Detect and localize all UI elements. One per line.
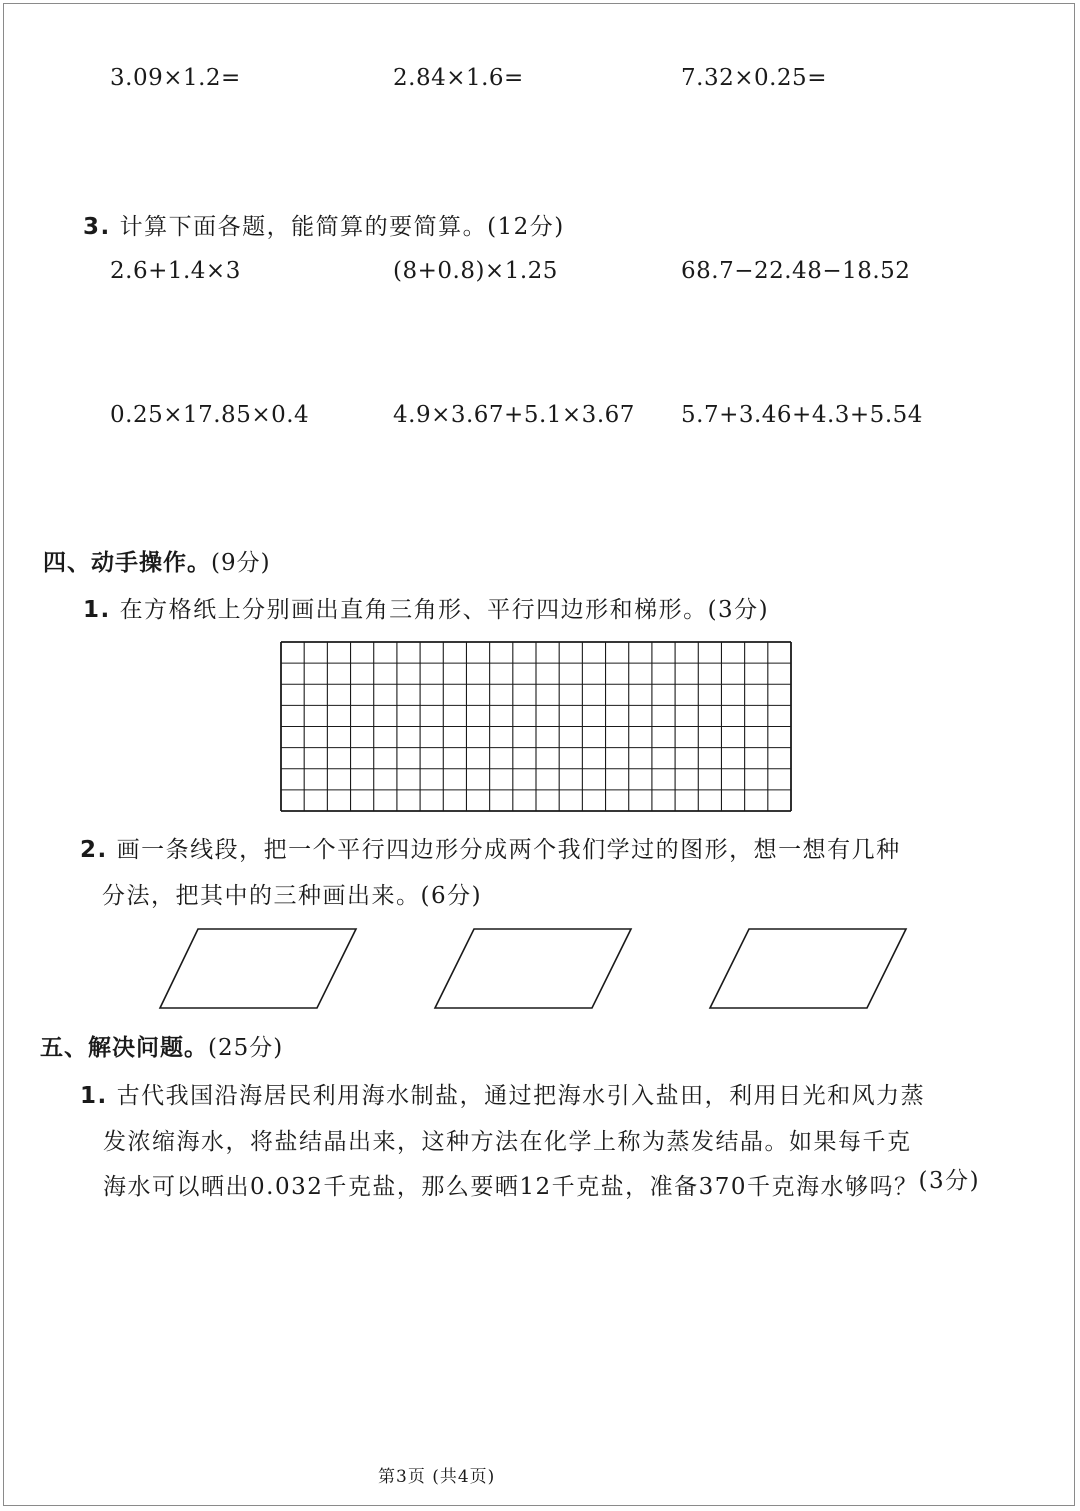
- q3-expr-2: (8+0.8)×1.25: [393, 258, 558, 284]
- section-5-q1-line3: [103, 1168, 980, 1201]
- exercise-3-09x1-2: 3.09×1.2=: [110, 65, 241, 91]
- section-4-q2-number: 2.: [80, 837, 108, 863]
- parallelogram-3[interactable]: [704, 924, 914, 1014]
- section-5-q1-line3-text: 海水可以晒出0.032千克盐，那么要晒12千克盐，准备370千克海水够吗？: [103, 1174, 919, 1200]
- section-4-q2-line2: 分法，把其中的三种画出来。(6分): [102, 883, 483, 909]
- section-4-points: (9分): [211, 550, 271, 576]
- question-3: [83, 208, 565, 241]
- section-5-heading: [40, 1029, 283, 1062]
- section-5-question-1-line1: [80, 1077, 925, 1110]
- section-5-points: (25分): [208, 1035, 284, 1061]
- q3-expr-3: 68.7−22.48−18.52: [681, 258, 911, 284]
- section-4-q1-text: 在方格纸上分别画出直角三角形、平行四边形和梯形。(3分): [119, 597, 770, 623]
- section-4-title: 四、动手操作。: [43, 550, 211, 576]
- section-5-q1-points: (3分): [918, 1168, 981, 1194]
- exercise-2-84x1-6: 2.84×1.6=: [393, 65, 524, 91]
- question-3-number: 3.: [83, 214, 111, 240]
- grid-paper[interactable]: [280, 641, 792, 813]
- section-5-q1-line1: 古代我国沿海居民利用海水制盐，通过把海水引入盐田，利用日光和风力蒸: [116, 1083, 926, 1109]
- exercise-7-32x0-25: 7.32×0.25=: [681, 65, 827, 91]
- q3-expr-4: 0.25×17.85×0.4: [110, 402, 310, 428]
- section-5-title: 五、解决问题。: [40, 1035, 208, 1061]
- section-5-q1-number: 1.: [80, 1083, 108, 1109]
- parallelogram-2[interactable]: [429, 924, 639, 1014]
- q3-expr-6: 5.7+3.46+4.3+5.54: [681, 402, 923, 428]
- section-4-heading: [43, 544, 271, 577]
- section-4-question-1: [83, 591, 769, 624]
- section-5-q1-line2: 发浓缩海水，将盐结晶出来，这种方法在化学上称为蒸发结晶。如果每千克: [103, 1129, 912, 1155]
- section-4-q1-number: 1.: [83, 597, 111, 623]
- question-3-text: 计算下面各题，能简算的要简算。(12分): [119, 214, 565, 240]
- page-number: 第3页 (共4页): [378, 1467, 496, 1487]
- section-4-question-2-line1: [80, 831, 901, 864]
- q3-expr-5: 4.9×3.67+5.1×3.67: [393, 402, 635, 428]
- q3-expr-1: 2.6+1.4×3: [110, 258, 241, 284]
- section-4-q2-line1: 画一条线段，把一个平行四边形分成两个我们学过的图形，想一想有几种: [116, 837, 901, 863]
- parallelogram-1[interactable]: [155, 924, 365, 1014]
